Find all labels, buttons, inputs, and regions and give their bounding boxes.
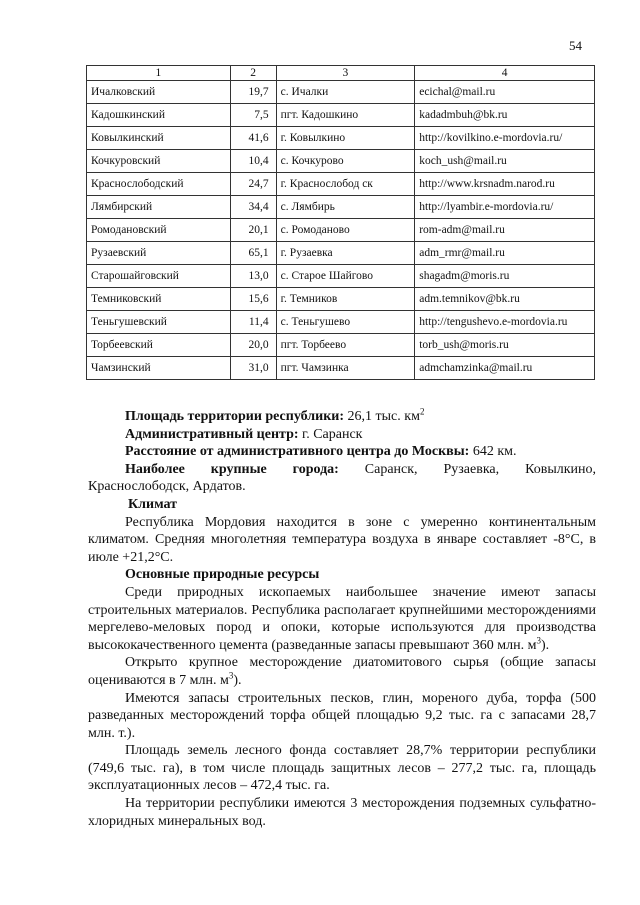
area-line [88,408,596,426]
table-row [87,104,595,127]
contact-cell: adm_rmr@mail.ru [415,242,595,265]
distance-value: 642 км. [469,444,517,460]
contact-cell: http://tengushevo.e-mordovia.ru [415,311,595,334]
district-name-cell: Кочкуровский [87,150,231,173]
table-row [87,196,595,219]
resources-p1-sup: 3 [536,635,541,646]
contact-cell: ecichal@mail.ru [415,81,595,104]
district-name-cell: Теньгушевский [87,311,231,334]
area-cell: 11,4 [230,311,276,334]
area-sup: 2 [419,406,425,417]
table-row [87,219,595,242]
contact-cell: torb_ush@moris.ru [415,334,595,357]
table-body [87,81,595,380]
contact-cell: koch_ush@mail.ru [415,150,595,173]
table-row [87,288,595,311]
center-cell: г. Краснослобод ск [276,173,415,196]
table-row [87,81,595,104]
distance-line [88,443,596,461]
area-cell: 65,1 [230,242,276,265]
column-header: 2 [230,66,276,81]
area-cell: 24,7 [230,173,276,196]
table-row [87,242,595,265]
table-row [87,150,595,173]
center-cell: с. Лямбирь [276,196,415,219]
center-cell: пгт. Торбеево [276,334,415,357]
center-line [88,426,596,444]
center-cell: с. Ромоданово [276,219,415,242]
table-row [87,265,595,288]
resources-paragraph-4: Площадь земель лесного фонда составляет 28,7% территории республики (749,6 тыс. га), в том числе площадь защитных лесов – 277,2 тыс. га, площадь эксплуатационных лесов – 472,4 тыс. га. [88,743,596,794]
area-cell: 10,4 [230,150,276,173]
contact-cell: adm.temnikov@bk.ru [415,288,595,311]
center-cell: г. Ковылкино [276,127,415,150]
cities-line-2: Краснослободск, Ардатов. [88,479,246,495]
contact-cell: rom-adm@mail.ru [415,219,595,242]
contact-cell: shagadm@moris.ru [415,265,595,288]
resources-heading: Основные природные ресурсы [125,567,320,583]
area-cell: 34,4 [230,196,276,219]
area-value: 26,1 тыс. км [344,409,420,424]
cities-line [88,461,596,479]
contact-cell: http://lyambir.e-mordovia.ru/ [415,196,595,219]
center-cell: пгт. Кадошкино [276,104,415,127]
area-cell: 20,1 [230,219,276,242]
resources-paragraph-3: Имеются запасы строительных песков, глин, мореного дуба, торфа (500 разведанных месторождений торфа общей площадью 9,2 тыс. га с запасами 28,7 млн. т.). [88,690,596,741]
cities-value-line1: Саранск, Рузаевка, Ковылкино, [338,461,596,477]
district-name-cell: Торбеевский [87,334,231,357]
column-header: 4 [415,66,595,81]
center-value: г. Саранск [298,426,363,442]
contact-cell: http://kovilkino.e-mordovia.ru/ [415,127,595,150]
district-name-cell: Лямбирский [87,196,231,219]
districts-table [86,65,595,380]
district-name-cell: Краснослободский [87,173,231,196]
contact-cell: kadadmbuh@bk.ru [415,104,595,127]
area-cell: 31,0 [230,357,276,380]
center-cell: с. Кочкурово [276,150,415,173]
table-row [87,127,595,150]
district-name-cell: Ичалковский [87,81,231,104]
resources-paragraph-5: На территории республики имеются 3 месторождения подземных сульфатно-хлоридных минеральных вод. [88,796,596,829]
area-cell: 13,0 [230,265,276,288]
resources-paragraph-1 [88,584,596,654]
district-name-cell: Старошайговский [87,265,231,288]
climate-heading: Климат [128,496,178,512]
table-row [87,173,595,196]
table-row [87,357,595,380]
area-cell: 7,5 [230,104,276,127]
cities-label: Наиболее крупные города: [125,461,339,477]
distance-label: Расстояние от административного центра до Москвы: [125,444,470,460]
center-cell: пгт. Чамзинка [276,357,415,380]
table-header-row [87,66,595,81]
climate-paragraph: Республика Мордовия находится в зоне с умеренно континентальным климатом. Средняя многолетняя температура воздуха в январе составляет -8°С, в июле +21,2°С. [88,514,596,565]
area-label: Площадь территории республики: [125,409,345,424]
area-cell: 19,7 [230,81,276,104]
district-name-cell: Рузаевский [87,242,231,265]
district-name-cell: Ковылкинский [87,127,231,150]
document-body [88,408,596,830]
area-cell: 41,6 [230,127,276,150]
table-row [87,334,595,357]
resources-p1-text: Среди природных ископаемых наибольшее значение имеют запасы строительных материалов. Республика располагает крупнейшими месторождениями мергелево-меловых пород и опоки, которые используются для производства высококачественного цемента (разведанные запасы превышают 360 млн. м [88,584,596,653]
table-row [87,311,595,334]
resources-paragraph-2 [88,654,596,689]
district-name-cell: Темниковский [87,288,231,311]
center-cell: г. Темников [276,288,415,311]
resources-p2-sup: 3 [228,670,234,681]
center-cell: г. Рузаевка [276,242,415,265]
contact-cell: http://www.krsnadm.narod.ru [415,173,595,196]
resources-p2-text: Открыто крупное месторождение диатомитового сырья (общие запасы оцениваются в 7 млн. м [88,655,596,688]
center-cell: с. Ичалки [276,81,415,104]
district-name-cell: Кадошкинский [87,104,231,127]
area-cell: 15,6 [230,288,276,311]
column-header: 1 [87,66,231,81]
center-cell: с. Теньгушево [276,311,415,334]
center-label: Административный центр: [125,426,299,442]
resources-p1-end: ). [541,637,550,653]
page-number: 54 [569,38,582,53]
contact-cell: admchamzinka@mail.ru [415,357,595,380]
area-cell: 20,0 [230,334,276,357]
resources-p2-end: ). [233,672,242,688]
district-name-cell: Чамзинский [87,357,231,380]
center-cell: с. Старое Шайгово [276,265,415,288]
district-name-cell: Ромодановский [87,219,231,242]
column-header: 3 [276,66,415,81]
